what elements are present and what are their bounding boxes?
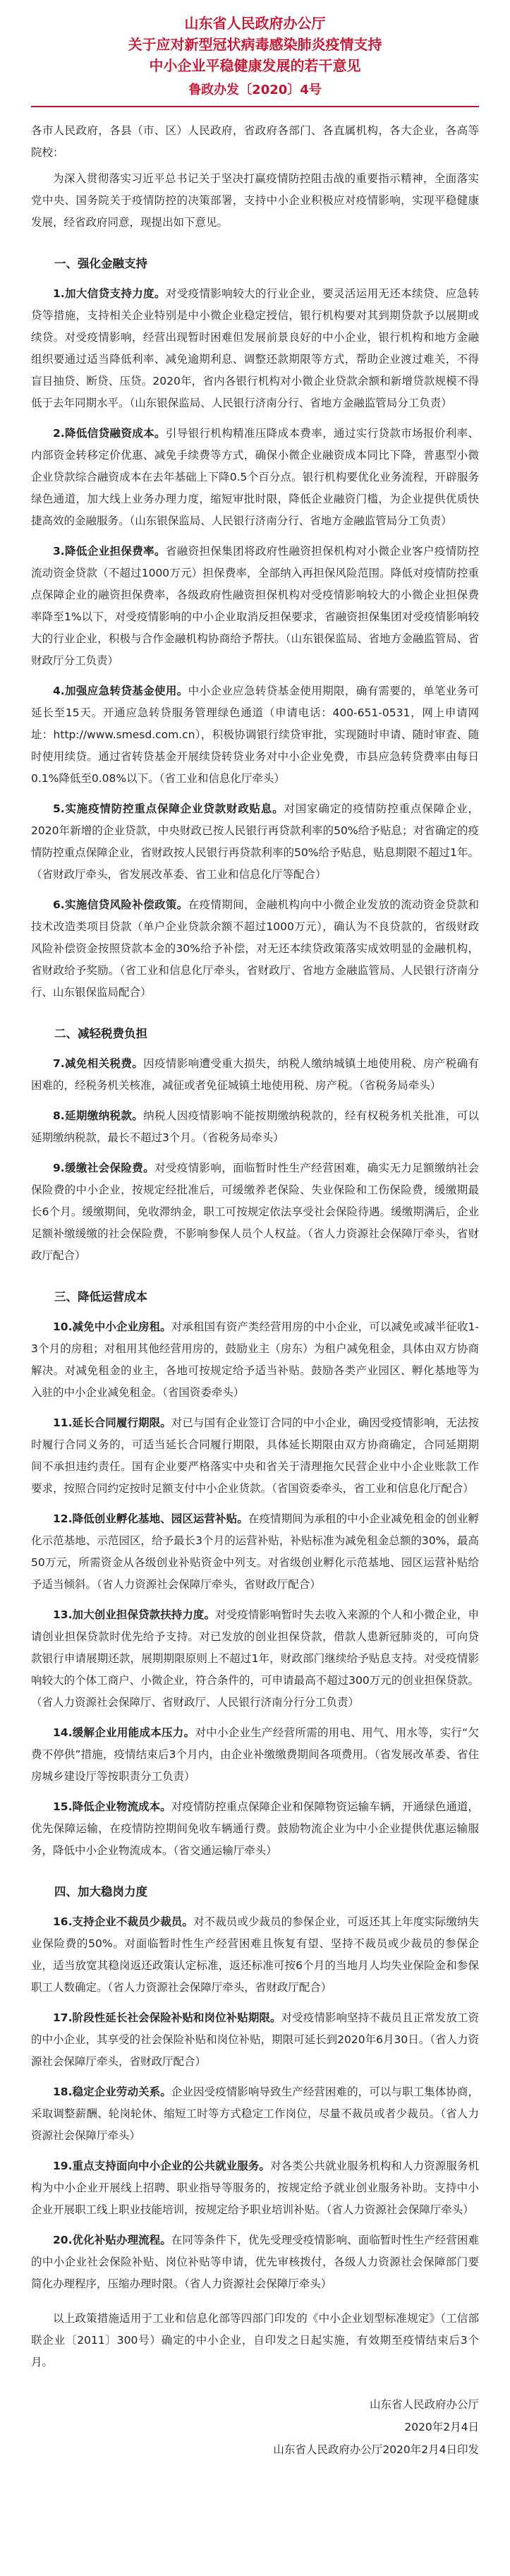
sign-org: 山东省人民政府办公厅	[369, 2398, 479, 2411]
policy-item	[31, 2007, 479, 2073]
section-heading: 一、强化金融支持	[54, 257, 147, 270]
policy-item	[31, 541, 479, 672]
policy-item-body: 省融资担保集团将政府性融资担保机构对小微企业客户疫情防控流动资金贷款（不超过1000万元）担保费率，全部纳入再担保风险范围。降低对疫情防控重点保障企业的融资担保费率，各级政府性融资担保机构对受疫情影响较大的小微企业担保费率降至1%以下，对受疫情影响的中小企业取消反担保要求，省融资担保集团对受疫情影响较大的行业企业，积极与合作金融机构协商给予帮扶。（山东银保监局、省地方金融监管局、省财政厅分工负责）	[31, 545, 479, 667]
policy-item-title: 4.加强应急转贷基金使用。	[53, 685, 188, 697]
section-heading: 二、减轻税费负担	[54, 1027, 147, 1040]
policy-item	[31, 2229, 479, 2295]
policy-item-body: 中小企业应急转贷基金使用期限，确有需要的，单笔业务可延长至15天。开通应急转贷服务管理绿色通道（申请电话：400-651-0531，网上申请网址：http://www.smesd.com.cn），积极协调银行续贷审批，实现随时申请、随时审查、随时使用续贷。通过省转贷基金开展续贷转贷业务对中小企业免费，市县应急转贷费率由每日0.1%降低至0.08%以下。（省工业和信息化厅牵头）	[31, 685, 479, 785]
print-footer: 山东省人民政府办公厅2020年2月4日印发	[273, 2443, 479, 2456]
policy-item-body: 在疫情期间为承租的中小企业减免租金的创业孵化示范基地、示范园区，给予最长3个月的运营补贴，补贴标准为减免租金总额的30%，最高50万元，所需资金从各级创业补贴资金中列支。对省级创业孵化示范基地、园区运营补贴给予适当倾斜。（省人力资源社会保障厅牵头，省财政厅配合）	[31, 1512, 479, 1591]
sections-container	[31, 252, 479, 2295]
policy-item-title: 2.降低信贷融资成本。	[53, 427, 166, 440]
policy-item-title: 11.延长合同履行期限。	[53, 1416, 171, 1429]
policy-item-title: 3.降低企业担保费率。	[53, 545, 166, 558]
intro-paragraph: 为深入贯彻落实习近平总书记关于坚决打赢疫情防控阻击战的重要指示精神，全面落实党中央、国务院关于疫情防控的决策部署，支持中小企业积极应对疫情影响，实现平稳健康发展，经省政府同意，现提出如下意见。	[31, 172, 479, 229]
policy-item-body: 对国家确定的疫情防控重点保障企业，2020年新增的企业贷款，中央财政已按人民银行再贷款利率的50%给予贴息；对省确定的疫情防控重点保障企业，省财政按人民银行再贷款利率的50%给予贴息，贴息期限不超过1年。（省财政厅牵头，省发展改革委、省工业和信息化厅等配合）	[31, 802, 479, 881]
policy-item-body: 企业因受疫情影响导致生产经营困难的，可以与职工集体协商，采取调整薪酬、轮岗轮休、缩短工时等方式稳定工作岗位，尽量不裁员或者少裁员。（省人力资源社会保障厅牵头）	[31, 2086, 479, 2142]
closing-paragraph: 以上政策措施适用于工业和信息化部等四部门印发的《中小企业划型标准规定》（工信部联企业〔2011〕300号）确定的中小企业，自印发之日起实施，有效期至疫情结束后3个月。	[31, 2312, 479, 2369]
policy-item	[31, 1722, 479, 1788]
policy-item-title: 16.支持企业不裁员少裁员。	[53, 1915, 193, 1928]
policy-item-title: 10.减免中小企业房租。	[53, 1320, 171, 1333]
sign-date: 2020年2月4日	[404, 2421, 479, 2433]
issuer: 山东省人民政府办公厅	[184, 15, 326, 32]
policy-item-body: 对承租国有资产类经营用房的中小企业，可以减免或减半征收1-3个月的房租；对租用其他经营用房的，鼓励业主（房东）为租户减免租金，具体由双方协商解决。对减免租金的业主，各地可按规定给予适当补贴。鼓励各类产业园区、孵化基地等为入驻的中小企业减免租金。（省国资委牵头）	[31, 1320, 479, 1399]
policy-item-body: 对受疫情影响暂时失去收入来源的个人和小微企业，申请创业担保贷款时优先给予支持。对已发放的创业担保贷款，借款人患新冠肺炎的，可向贷款银行申请展期还款，展期期限原则上不超过1年，财政部门继续给予贴息支持。对受疫情影响较大的个体工商户、小微企业，符合条件的，可申请最高不超过300万元的创业担保贷款。（省人力资源社会保障厅、省财政厅、人民银行济南分行分工负责）	[31, 1608, 479, 1709]
policy-item-title: 9.缓缴社会保险费。	[53, 1162, 155, 1174]
header-divider	[31, 106, 479, 107]
policy-item-title: 8.延期缴纳税款。	[53, 1109, 144, 1122]
policy-item-body: 在疫情期间，金融机构向中小微企业发放的流动资金贷款和技术改造类项目贷款（单户企业贷款余额不超过1000万元），确认为不良贷款的，省级财政风险补偿资金按照贷款本金的30%给予补偿，对无还本续贷政策落实成效明显的金融机构，省财政给予奖励。（省工业和信息化厅牵头，省财政厅、省地方金融监管局、人民银行济南分行、山东银保监局配合）	[31, 898, 479, 999]
policy-item-body: 对受疫情影响坚持不裁员且正常发放工资的中小企业，其享受的社会保险补贴和岗位补贴，期限可延长到2020年6月30日。（省人力资源社会保障厅牵头，省财政厅配合）	[31, 2011, 479, 2068]
policy-item-title: 12.降低创业孵化基地、园区运营补贴。	[53, 1512, 248, 1525]
policy-item	[31, 680, 479, 790]
policy-item	[31, 1796, 479, 1862]
policy-item-body: 纳税人因疫情影响不能按期缴纳税款的，经有权税务机关批准，可以延期缴纳税款，最长不超过3个月。（省税务局牵头）	[31, 1109, 479, 1144]
policy-item-body: 引导银行机构精准压降成本费率，通过实行贷款市场报价利率、内部资金转移定价优惠、减免手续费等方式，确保小微企业融资成本同比下降，普惠型小微企业贷款综合融资成本在去年基础上下降0.5个百分点。银行机构要优化业务流程，开辟服务绿色通道，加大线上业务办理力度，缩短审批时限，降低企业融资门槛，为企业提供优质快捷高效的金融服务。（山东银保监局、人民银行济南分行、省地方金融监管局分工负责）	[31, 427, 479, 527]
policy-item	[31, 2081, 479, 2147]
policy-item-body: 对中小企业生产经营所需的用电、用气、用水等，实行“欠费不停供”措施，疫情结束后3个月内，由企业补缴缴费期间各项费用。（省发展改革委、省住房城乡建设厅等按职责分工负责）	[31, 1726, 479, 1783]
section-heading: 三、降低运营成本	[54, 1290, 147, 1304]
policy-item-title: 20.优化补贴办理流程。	[53, 2234, 171, 2246]
policy-item	[31, 1105, 479, 1149]
policy-item-body: 对受疫情影响较大的行业企业，要灵活运用无还本续贷、应急转贷等措施，支持相关企业特别是中小微企业稳定授信，银行机构要对其到期贷款予以展期或续贷。对受疫情影响，经营出现暂时困难但发展前景良好的中小企业，银行机构和地方金融组织要通过适当降低利率、减免逾期利息、调整还款期限等方式，帮助企业渡过难关，不得盲目抽贷、断贷、压贷。2020年，省内各银行机构对小微企业贷款余额和新增贷款规模不得低于去年同期水平。（山东银保监局、人民银行济南分行、省地方金融监管局分工负责）	[31, 287, 479, 409]
policy-item-title: 1.加大信贷支持力度。	[53, 287, 166, 300]
policy-item-body: 对各类公共就业服务机构和人力资源服务机构为中小企业开展线上招聘、职业指导等服务的，按规定给予就业创业服务补助。支持中小企业开展职工线上职业技能培训，按规定给予职业培训补贴。（省人力资源社会保障厅牵头）	[31, 2160, 479, 2216]
document-header	[31, 13, 479, 102]
policy-item	[31, 1316, 479, 1404]
policy-item-body: 因疫情影响遭受重大损失，纳税人缴纳城镇土地使用税、房产税确有困难的，经税务机关核准，减征或者免征城镇土地使用税、房产税。（省税务局牵头）	[31, 1057, 479, 1092]
policy-item	[31, 1508, 479, 1596]
addressee: 各市人民政府，各县（市、区）人民政府，省政府各部门、各直属机构，各大企业，各高等院校：	[31, 124, 479, 159]
policy-item-body: 对不裁员或少裁员的参保企业，可返还其上年度实际缴纳失业保险费的50%。对面临暂时性生产经营困难且恢复有望、坚持不裁员或少裁员的参保企业，适当放宽其稳岗返还政策认定标准，返还标准可按6个月的当地月人均失业保险金和参保职工人数确定。（省人力资源社会保障厅牵头，省财政厅配合）	[31, 1915, 479, 1994]
section-heading: 四、加大稳岗力度	[54, 1885, 147, 1898]
policy-item-body: 对受疫情影响，面临暂时性生产经营困难，确实无力足额缴纳社会保险费的中小企业，按规定经批准后，可缓缴养老保险、失业保险和工伤保险费，缓缴期最长6个月。缓缴期间，免收滞纳金，职工可按规定依法享受社会保险待遇。缓缴期满后，企业足额补缴缓缴的社会保险费，不影响参保人员个人权益。（省人力资源社会保障厅牵头，省财政厅配合）	[31, 1162, 479, 1262]
policy-item	[31, 1053, 479, 1097]
policy-item-title: 17.阶段性延长社会保险补贴和岗位补贴期限。	[53, 2011, 281, 2024]
policy-item-title: 5.实施疫情防控重点保障企业贷款财政贴息。	[53, 802, 284, 815]
policy-item-body: 对已与国有企业签订合同的中小企业，确因受疫情影响，无法按时履行合同义务的，可适当延长合同履行期限，具体延长期限由双方协商确定，合同延期期间不承担违约责任。国有企业要严格落实中央和省关于清理拖欠民营企业中小企业账款工作要求，按照合同约定按时足额支付中小企业货款。（省国资委牵头，省工业和信息化厅配合）	[31, 1416, 479, 1495]
policy-item-title: 14.缓解企业用能成本压力。	[53, 1726, 195, 1739]
policy-item-title: 18.稳定企业劳动关系。	[53, 2086, 171, 2098]
policy-item	[31, 798, 479, 886]
document-number: 鲁政办发〔2020〕4号	[188, 83, 322, 97]
policy-item	[31, 283, 479, 414]
policy-item	[31, 2155, 479, 2221]
policy-item-title: 15.降低企业物流成本。	[53, 1800, 171, 1813]
title-line-2: 中小企业平稳健康发展的若干意见	[149, 57, 361, 74]
policy-item-title: 7.减免相关税费。	[53, 1057, 144, 1070]
policy-item-title: 13.加大创业担保贷款扶持力度。	[53, 1608, 216, 1621]
signature-block	[31, 2393, 479, 2461]
policy-item-title: 19.重点支持面向中小企业的公共就业服务。	[53, 2160, 271, 2172]
title-line-1: 关于应对新型冠状病毒感染肺炎疫情支持	[128, 36, 382, 53]
policy-item-body: 对疫情防控重点保障企业和保障物资运输车辆，开通绿色通道，优先保障运输，在疫情防控期间免收车辆通行费。鼓励物流企业为中小企业提供优惠运输服务，降低中小企业物流成本。（省交通运输厅牵头）	[31, 1800, 479, 1857]
policy-item	[31, 1412, 479, 1500]
policy-item	[31, 1604, 479, 1714]
policy-item	[31, 1911, 479, 1999]
policy-item	[31, 1157, 479, 1267]
policy-item-body: 在同等条件下，优先受理受疫情影响、面临暂时性生产经营困难的中小企业社会保险补贴、岗位补贴等申请，优先审核拨付，各级人力资源社会保障部门要简化办理程序，压缩办理时限。（省人力资源社会保障厅牵头）	[31, 2234, 479, 2290]
policy-item	[31, 423, 479, 532]
policy-item	[31, 894, 479, 1004]
policy-item-title: 6.实施信贷风险补偿政策。	[53, 898, 188, 911]
